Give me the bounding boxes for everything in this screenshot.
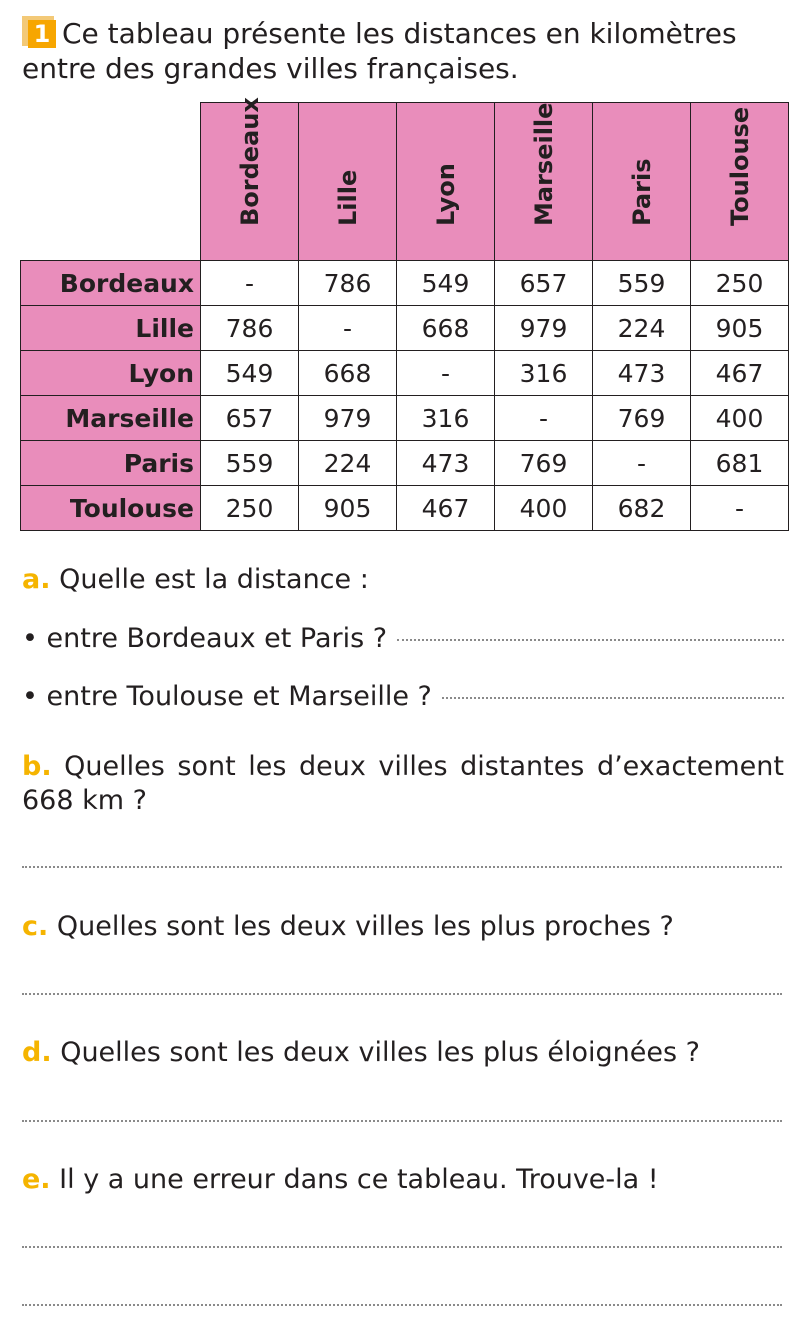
- question-text: Quelles sont les deux villes les plus proches ?: [56, 911, 674, 942]
- table-cell: 786: [299, 261, 397, 306]
- table-cell: 905: [299, 486, 397, 531]
- row-header: Lyon: [21, 351, 201, 396]
- table-cell: 682: [593, 486, 691, 531]
- question-a: [22, 563, 784, 597]
- table-cell: 224: [299, 441, 397, 486]
- question-a-bullet-1: [22, 622, 784, 656]
- row-header: Paris: [21, 441, 201, 486]
- answer-line[interactable]: [22, 993, 782, 995]
- table-cell: 668: [397, 306, 495, 351]
- table-cell: 467: [691, 351, 789, 396]
- answer-line[interactable]: [397, 639, 784, 641]
- exercise-intro: [22, 16, 792, 86]
- question-d: [22, 1036, 784, 1070]
- table-cell: 224: [593, 306, 691, 351]
- answer-line[interactable]: [442, 697, 784, 699]
- table-cell: 786: [201, 306, 299, 351]
- bullet-text: • entre Toulouse et Marseille ?: [22, 681, 432, 712]
- table-cell: 668: [299, 351, 397, 396]
- exercise-number-badge: [22, 16, 54, 46]
- column-header: Toulouse: [691, 103, 789, 261]
- table-cell: -: [201, 261, 299, 306]
- column-header: Paris: [593, 103, 691, 261]
- table-cell: 559: [593, 261, 691, 306]
- table-cell: -: [495, 396, 593, 441]
- table-cell: 657: [201, 396, 299, 441]
- table-cell: 769: [593, 396, 691, 441]
- question-text: Quelle est la distance :: [59, 564, 369, 595]
- question-e: [22, 1163, 784, 1197]
- table-cell: 473: [593, 351, 691, 396]
- table-cell: 467: [397, 486, 495, 531]
- table-cell: -: [691, 486, 789, 531]
- table-row: [21, 396, 789, 441]
- table-row: [21, 261, 789, 306]
- table-cell: -: [299, 306, 397, 351]
- row-header: Toulouse: [21, 486, 201, 531]
- table-cell: 250: [201, 486, 299, 531]
- exercise-number: 1: [28, 20, 56, 48]
- table-cell: 979: [299, 396, 397, 441]
- column-header: Lyon: [397, 103, 495, 261]
- table-cell: -: [593, 441, 691, 486]
- table-row: [21, 351, 789, 396]
- table-cell: 681: [691, 441, 789, 486]
- question-letter: a.: [22, 564, 51, 595]
- answer-line[interactable]: [22, 1246, 782, 1248]
- question-letter: b.: [22, 751, 52, 782]
- question-a-bullet-2: [22, 680, 784, 714]
- question-text: Quelles sont les deux villes les plus éloignées ?: [60, 1037, 700, 1068]
- table-header-row: [21, 103, 789, 261]
- row-header: Marseille: [21, 396, 201, 441]
- table-cell: 559: [201, 441, 299, 486]
- column-header: Marseille: [495, 103, 593, 261]
- table-cell: 250: [691, 261, 789, 306]
- question-text: Il y a une erreur dans ce tableau. Trouve-la !: [59, 1164, 659, 1195]
- table-row: [21, 306, 789, 351]
- row-header: Lille: [21, 306, 201, 351]
- table-cell: 316: [495, 351, 593, 396]
- table-cell: 400: [495, 486, 593, 531]
- distance-table: [20, 97, 789, 531]
- question-b: [22, 750, 784, 818]
- table-cell: 316: [397, 396, 495, 441]
- table-cell: 549: [201, 351, 299, 396]
- bullet-text: • entre Bordeaux et Paris ?: [22, 623, 388, 654]
- question-text: Quelles sont les deux villes distantes d’exactement 668 km ?: [22, 751, 784, 816]
- table-cell: 657: [495, 261, 593, 306]
- column-header: Lille: [299, 103, 397, 261]
- table-cell: -: [397, 351, 495, 396]
- table-row: [21, 441, 789, 486]
- table-row: [21, 486, 789, 531]
- table-cell: 549: [397, 261, 495, 306]
- table-cell: 473: [397, 441, 495, 486]
- question-c: [22, 910, 784, 944]
- intro-text: Ce tableau présente les distances en kilomètres entre des grandes villes françaises.: [22, 17, 737, 85]
- table-cell: 905: [691, 306, 789, 351]
- question-letter: e.: [22, 1164, 51, 1195]
- row-header: Bordeaux: [21, 261, 201, 306]
- column-header: Bordeaux: [201, 103, 299, 261]
- question-letter: c.: [22, 911, 49, 942]
- answer-line[interactable]: [22, 1304, 782, 1306]
- answer-line[interactable]: [22, 1120, 782, 1122]
- question-letter: d.: [22, 1037, 52, 1068]
- table-cell: 769: [495, 441, 593, 486]
- table-cell: 400: [691, 396, 789, 441]
- answer-line[interactable]: [22, 866, 782, 868]
- table-corner: [21, 103, 201, 261]
- table-cell: 979: [495, 306, 593, 351]
